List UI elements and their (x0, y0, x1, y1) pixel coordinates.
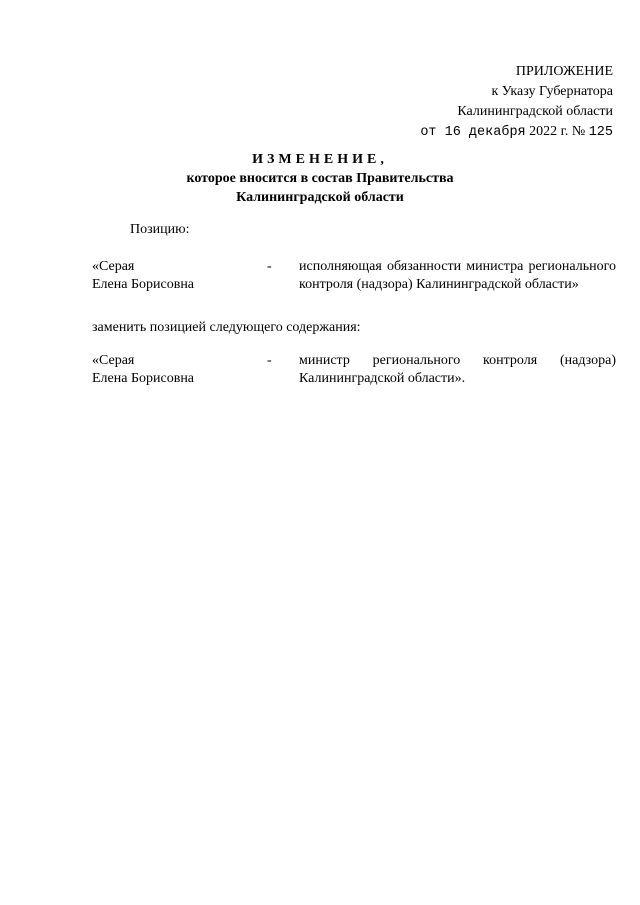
new-entry-dash: - (267, 353, 272, 368)
title-line-3: Калининградской области (236, 190, 404, 205)
old-entry-given-names: Елена Борисовна (92, 277, 195, 292)
appendix-line-region: Калининградской области (457, 104, 613, 119)
appendix-date-line (420, 122, 613, 143)
appendix-number: 125 (588, 125, 613, 140)
old-entry-name (92, 258, 262, 294)
document-title (0, 150, 640, 207)
replace-text: заменить позицией следующего содержания: (92, 320, 361, 335)
appendix-header (420, 62, 613, 143)
new-entry-surname: «Серая (92, 353, 135, 368)
title-line-2: которое вносится в состав Правительства (186, 171, 454, 186)
new-entry-name (92, 352, 262, 388)
old-entry-surname: «Серая (92, 259, 135, 274)
appendix-line-decree: к Указу Губернатора (491, 84, 613, 99)
appendix-year: 2022 г. № (529, 124, 586, 139)
appendix-date: от 16 декабря (420, 125, 526, 140)
old-entry-description: исполняющая обязанности министра регионального контроля (надзора) Калининградской области» (299, 259, 616, 292)
new-entry-given-names: Елена Борисовна (92, 371, 195, 386)
old-entry-dash: - (267, 259, 272, 274)
appendix-title: ПРИЛОЖЕНИЕ (515, 64, 613, 79)
lead-text: Позицию: (130, 222, 190, 237)
title-heading: ИЗМЕНЕНИЕ, (252, 152, 388, 167)
new-entry-description: министр регионального контроля (надзора) Калининградской области». (299, 353, 616, 386)
